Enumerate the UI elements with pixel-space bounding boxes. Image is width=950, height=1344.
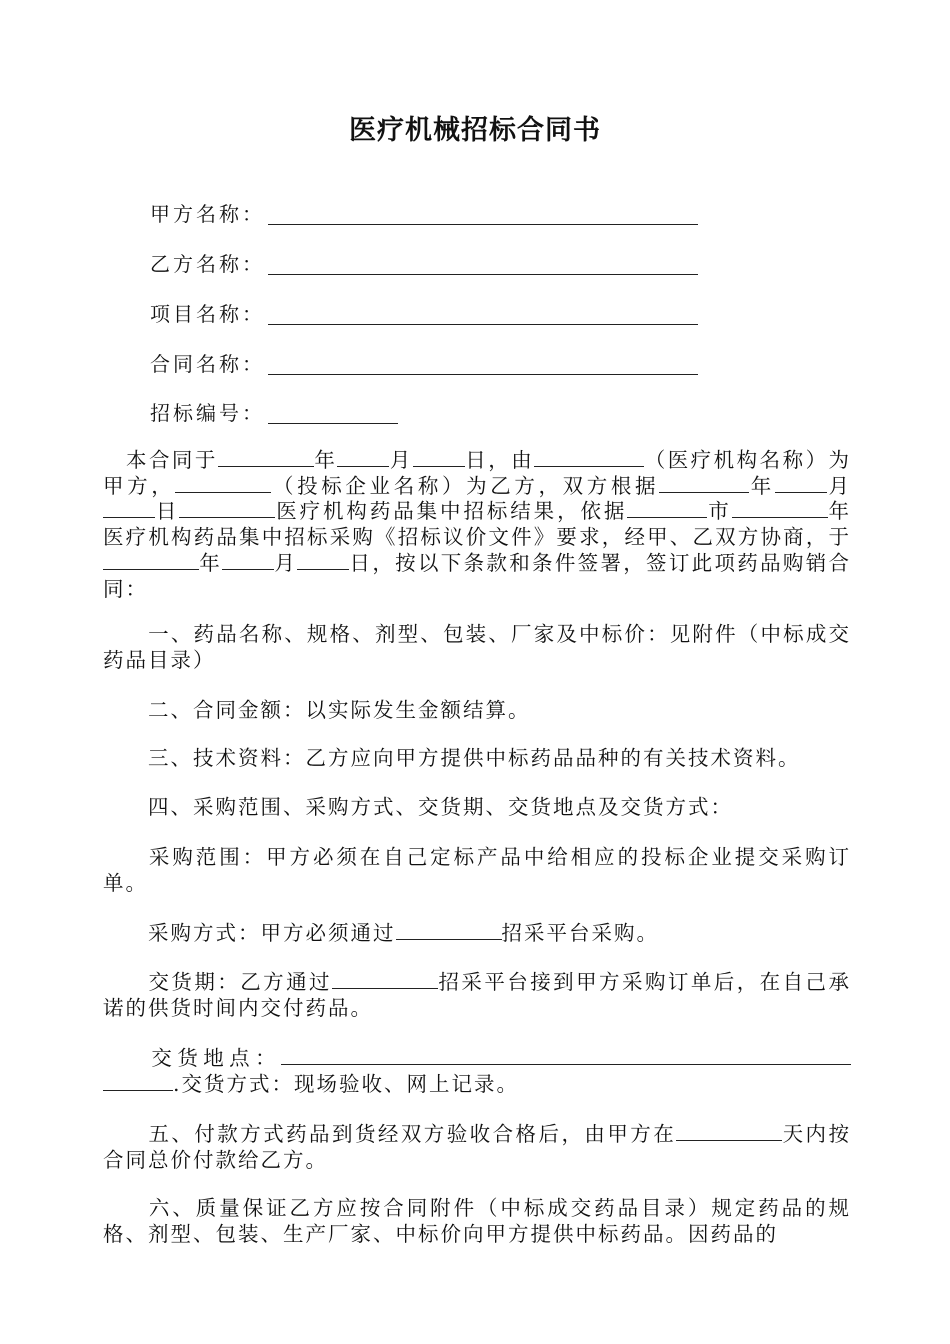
party-a-name-label: 甲方名称：: [150, 202, 265, 226]
text-span: 日，按以下条款和条件签署，签订此项药品购销合同：: [103, 550, 852, 601]
blank-year[interactable]: [218, 448, 314, 467]
text-span: 三、技术资料：乙方应向甲方提供中标药品品种的有关技术资料。: [148, 746, 801, 770]
text-span: 医疗机构药品集中招标结果，依据: [275, 499, 628, 524]
text-span: 交货期：乙方通过: [148, 970, 332, 994]
text-span: 招采平台接到甲方采购订单后，在自己承诺的供货时间内交付药品。: [103, 970, 851, 1020]
text-span: 六、质量保证乙方应按合同附件（中标成交药品目录）规定药品的规格、剂型、包装、生产厂家、中标价向甲方提供中标药品。因药品的: [103, 1196, 851, 1246]
tender-number-blank[interactable]: [268, 423, 398, 424]
text-span: 市: [707, 499, 732, 524]
text-span: 年医疗机构药品集中招标采购《招标议价文件》要求，经甲、乙双方协商，于: [103, 499, 852, 550]
blank-city[interactable]: [627, 499, 707, 518]
text-span: 采购方式：甲方必须通过: [148, 921, 396, 945]
paragraph-clause-6: [103, 1196, 851, 1247]
text-span: 月: [389, 448, 413, 472]
blank-platform[interactable]: [396, 921, 502, 940]
contract-name-field: [150, 348, 265, 378]
blank-party-b[interactable]: [175, 474, 271, 493]
blank-party-a[interactable]: [534, 448, 644, 467]
blank-month[interactable]: [337, 448, 389, 467]
blank-day[interactable]: [413, 448, 465, 467]
text-span: 二、合同金额：以实际发生金额结算。: [148, 698, 531, 722]
paragraph-clause-1: [103, 622, 851, 673]
paragraph-clause-2: [103, 698, 851, 724]
blank-month-2[interactable]: [775, 474, 827, 493]
text-span: 月: [826, 473, 852, 498]
text-span: 年: [313, 448, 338, 472]
tender-number-label: 招标编号：: [150, 401, 265, 425]
text-span: 日: [155, 499, 180, 524]
paragraph-delivery-period: [103, 970, 851, 1021]
blank-day-2[interactable]: [103, 499, 155, 518]
paragraph-purchase-method: [103, 921, 851, 947]
text-span: 年: [749, 473, 775, 498]
text-span: 四、采购范围、采购方式、交货期、交货地点及交货方式：: [148, 795, 733, 819]
paragraph-preamble: [103, 448, 851, 602]
party-a-name-field: [150, 198, 265, 228]
paragraph-clause-5: [103, 1122, 851, 1173]
text-span: .交货方式：现场验收、网上记录。: [173, 1071, 520, 1096]
contract-name-label: 合同名称：: [150, 352, 265, 376]
text-span: 日，由: [464, 448, 535, 472]
party-a-name-blank[interactable]: [268, 224, 698, 225]
party-b-name-label: 乙方名称：: [150, 252, 265, 276]
blank-basis[interactable]: [659, 474, 749, 493]
text-span: 采购范围：甲方必须在自己定标产品中给相应的投标企业提交采购订单。: [103, 845, 851, 895]
tender-number-field: [150, 397, 265, 427]
blank-day-3[interactable]: [297, 551, 349, 570]
project-name-label: 项目名称：: [150, 302, 265, 326]
blank-days[interactable]: [676, 1122, 782, 1141]
text-span: 交货地点：: [148, 1046, 281, 1070]
project-name-blank[interactable]: [268, 324, 698, 325]
blank-platform-2[interactable]: [332, 970, 438, 989]
text-span: （医疗机构名称）为甲方，: [103, 448, 852, 498]
text-span: 月: [274, 550, 298, 575]
document-title: 医疗机械招标合同书: [349, 115, 601, 146]
blank-location[interactable]: [281, 1046, 851, 1065]
text-span: 一、药品名称、规格、剂型、包装、厂家及中标价：见附件（中标成交药品目录）: [103, 622, 851, 672]
paragraph-clause-3: [103, 746, 851, 772]
blank-year-3[interactable]: [103, 551, 199, 570]
party-b-name-blank[interactable]: [268, 274, 698, 275]
blank-location-cont[interactable]: [103, 1072, 173, 1091]
project-name-field: [150, 298, 265, 328]
party-b-name-field: [150, 248, 265, 278]
contract-name-blank[interactable]: [268, 374, 698, 375]
paragraph-delivery-location: [103, 1046, 851, 1097]
text-span: 五、付款方式药品到货经双方验收合格后，由甲方在: [148, 1122, 677, 1146]
text-span: 天内按合同总价付款给乙方。: [103, 1122, 852, 1172]
paragraph-clause-4: [103, 795, 851, 821]
text-span: 年: [199, 550, 223, 575]
text-span: 本合同于: [125, 448, 218, 472]
paragraph-purchase-scope: [103, 845, 851, 896]
text-span: 招采平台采购。: [501, 921, 659, 945]
blank-year-2[interactable]: [732, 499, 828, 518]
blank-institution[interactable]: [179, 499, 275, 518]
text-span: （投标企业名称）为乙方，双方根据: [271, 473, 660, 498]
blank-month-3[interactable]: [222, 551, 274, 570]
